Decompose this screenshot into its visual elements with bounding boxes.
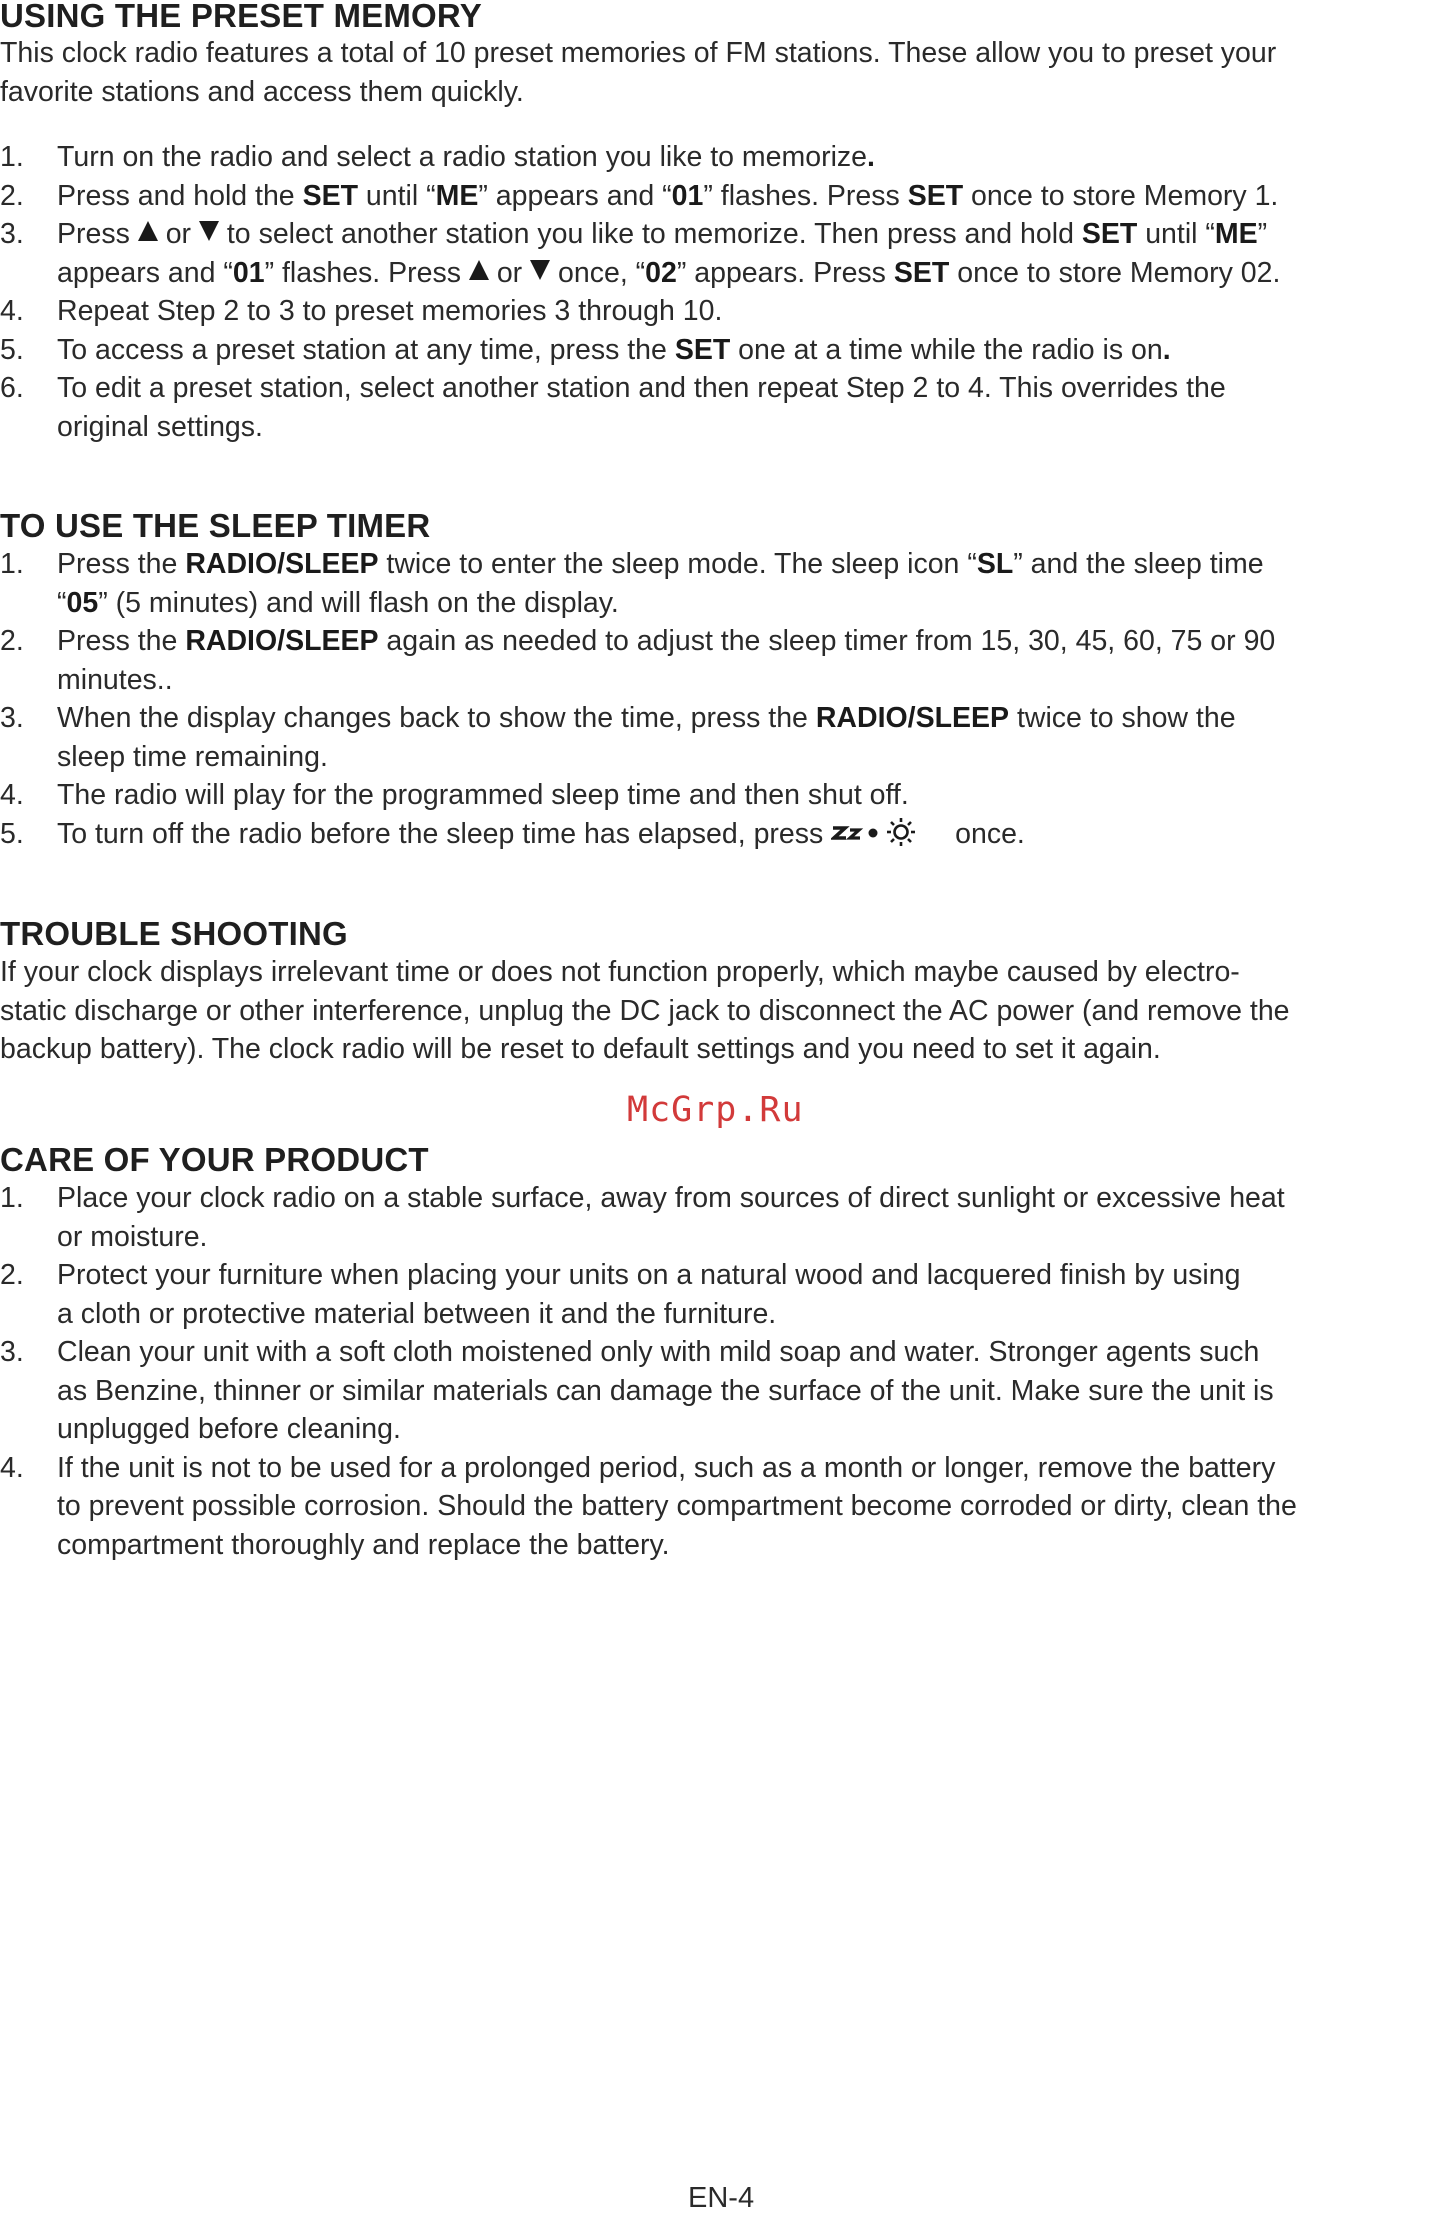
care-steps [0, 1179, 1448, 1564]
step-text: Press the [57, 625, 186, 657]
preset-intro [0, 34, 1448, 111]
step-number: 3. [0, 218, 24, 250]
step-number: 1. [0, 1182, 24, 1214]
step-text: once to store Memory 02. [949, 256, 1281, 289]
step-number: 4. [0, 295, 24, 327]
preset-intro-line: favorite stations and access them quickly. [0, 75, 524, 108]
step-text: Clean your unit with a soft cloth moistened only with mild soap and water. Stronger agents such [57, 1336, 1260, 1368]
step-text: Press [57, 218, 138, 250]
step-text: original settings. [57, 410, 263, 443]
radio-sleep-button-label: RADIO/SLEEP [185, 625, 379, 657]
step-text: Protect your furniture when placing your units on a natural wood and lacquered finish by using [57, 1259, 1241, 1291]
watermark: McGrp.Ru [627, 1090, 804, 1130]
step-text: “ [57, 586, 67, 619]
down-arrow-icon [530, 260, 550, 280]
step-number: 2. [0, 1259, 24, 1291]
down-arrow-icon [199, 221, 219, 241]
list-item [0, 177, 1448, 216]
step-number: 5. [0, 333, 24, 366]
set-button-label: SET [907, 179, 964, 212]
step-text: or [488, 256, 531, 289]
step-text: until “ [1137, 218, 1215, 250]
step-text: again as needed to adjust the sleep timer from 15, 30, 45, 60, 75 or 90 [378, 625, 1276, 657]
radio-sleep-button-label: RADIO/SLEEP [815, 702, 1010, 734]
list-item [0, 215, 1448, 292]
page-number: EN-4 [688, 2182, 755, 2214]
up-arrow-icon [138, 221, 158, 241]
step-text: as Benzine, thinner or similar materials can damage the surface of the unit. Make sure the unit is [57, 1374, 1274, 1407]
preset-steps [0, 138, 1448, 446]
display-code: 02 [645, 256, 677, 289]
list-item [0, 622, 1448, 699]
step-bold: . [1162, 333, 1171, 366]
step-number: 2. [0, 625, 24, 657]
step-number: 3. [0, 1336, 24, 1368]
step-number: 1. [0, 548, 24, 580]
trouble-line: If your clock displays irrelevant time or does not function properly, which maybe caused by electro- [0, 956, 1240, 988]
list-item [0, 331, 1448, 370]
snooze-light-icon [831, 817, 947, 847]
step-text: To edit a preset station, select another station and then repeat Step 2 to 4. This overrides the [57, 372, 1226, 404]
sleep-steps [0, 545, 1448, 853]
list-item [0, 138, 1448, 177]
step-text: ” flashes. Press [264, 256, 469, 289]
step-text: twice to enter the sleep mode. The sleep icon “ [378, 548, 977, 580]
step-text: one at a time while the radio is on [730, 333, 1163, 366]
step-text: minutes.. [57, 663, 173, 696]
care-heading: CARE OF YOUR PRODUCT [0, 1141, 429, 1178]
step-text: To turn off the radio before the sleep time has elapsed, press [57, 817, 832, 850]
display-code: 01 [232, 256, 265, 289]
step-bold: . [867, 141, 875, 173]
list-item [0, 1179, 1448, 1256]
trouble-heading: TROUBLE SHOOTING [0, 915, 348, 952]
step-text: or moisture. [57, 1220, 208, 1253]
list-item [0, 545, 1448, 622]
display-code: ME [435, 179, 479, 212]
step-text: compartment thoroughly and replace the battery. [57, 1528, 670, 1561]
step-text: Press the [57, 548, 186, 580]
list-item [0, 699, 1448, 776]
list-item [0, 1333, 1448, 1449]
step-text: Turn on the radio and select a radio station you like to memorize [57, 141, 868, 173]
step-text: sleep time remaining. [57, 740, 328, 773]
list-item [0, 776, 1448, 815]
step-text: a cloth or protective material between it and the furniture. [57, 1297, 777, 1330]
trouble-line: backup battery). The clock radio will be reset to default settings and you need to set it again. [0, 1033, 1161, 1065]
step-text: To access a preset station at any time, press the [57, 333, 675, 366]
step-text: appears and “ [57, 256, 233, 289]
display-code: SL [976, 548, 1014, 580]
list-item [0, 1449, 1448, 1565]
step-text: ” (5 minutes) and will flash on the display. [98, 586, 619, 619]
step-text: once to store Memory 1. [963, 179, 1279, 212]
preset-heading: USING THE PRESET MEMORY [0, 0, 482, 34]
step-text: to prevent possible corrosion. Should the battery compartment become corroded or dirty, clean the [57, 1490, 1297, 1522]
step-text: Press and hold the [57, 179, 303, 212]
step-number: 1. [0, 141, 24, 173]
step-number: 4. [0, 779, 24, 811]
radio-sleep-button-label: RADIO/SLEEP [185, 548, 379, 580]
step-text: When the display changes back to show the time, press the [57, 702, 816, 734]
step-text: once, “ [550, 256, 646, 289]
set-button-label: SET [1081, 218, 1138, 250]
step-number: 6. [0, 372, 24, 404]
display-code: 01 [671, 179, 704, 212]
step-text: ” appears. Press [676, 256, 894, 289]
step-text: unplugged before cleaning. [57, 1413, 401, 1445]
step-text: If the unit is not to be used for a prolonged period, such as a month or longer, remove the battery [57, 1451, 1276, 1484]
step-number: 4. [0, 1451, 24, 1484]
set-button-label: SET [893, 256, 950, 289]
step-text: to select another station you like to memorize. Then press and hold [218, 218, 1082, 250]
step-text: or [157, 218, 199, 250]
step-number: 5. [0, 817, 24, 850]
step-text: The radio will play for the programmed sleep time and then shut off. [57, 779, 909, 811]
step-number: 3. [0, 702, 24, 734]
set-button-label: SET [674, 333, 731, 366]
preset-intro-line: This clock radio features a total of 10 preset memories of FM stations. These allow you to preset your [0, 37, 1277, 69]
step-text: twice to show the [1009, 702, 1236, 734]
trouble-paragraph [0, 953, 1448, 1069]
list-item [0, 292, 1448, 331]
up-arrow-icon [469, 260, 489, 280]
step-text: once. [947, 817, 1025, 850]
list-item [0, 369, 1448, 446]
step-text: ” appears and “ [478, 179, 672, 212]
step-text: ” flashes. Press [703, 179, 908, 212]
set-button-label: SET [302, 179, 359, 212]
step-number: 2. [0, 179, 24, 212]
list-item [0, 1256, 1448, 1333]
step-text: ” and the sleep time [1013, 548, 1264, 580]
trouble-line: static discharge or other interference, unplug the DC jack to disconnect the AC power (and remove the [0, 994, 1290, 1027]
step-text: until “ [358, 179, 436, 212]
sleep-heading: TO USE THE SLEEP TIMER [0, 507, 431, 544]
display-code: 05 [66, 586, 99, 619]
step-text: Repeat Step 2 to 3 to preset memories 3 through 10. [57, 295, 723, 327]
display-code: ME [1214, 218, 1258, 250]
step-text: ” [1257, 218, 1268, 250]
list-item [0, 815, 1448, 854]
step-text: Place your clock radio on a stable surface, away from sources of direct sunlight or excessive heat [57, 1182, 1285, 1214]
